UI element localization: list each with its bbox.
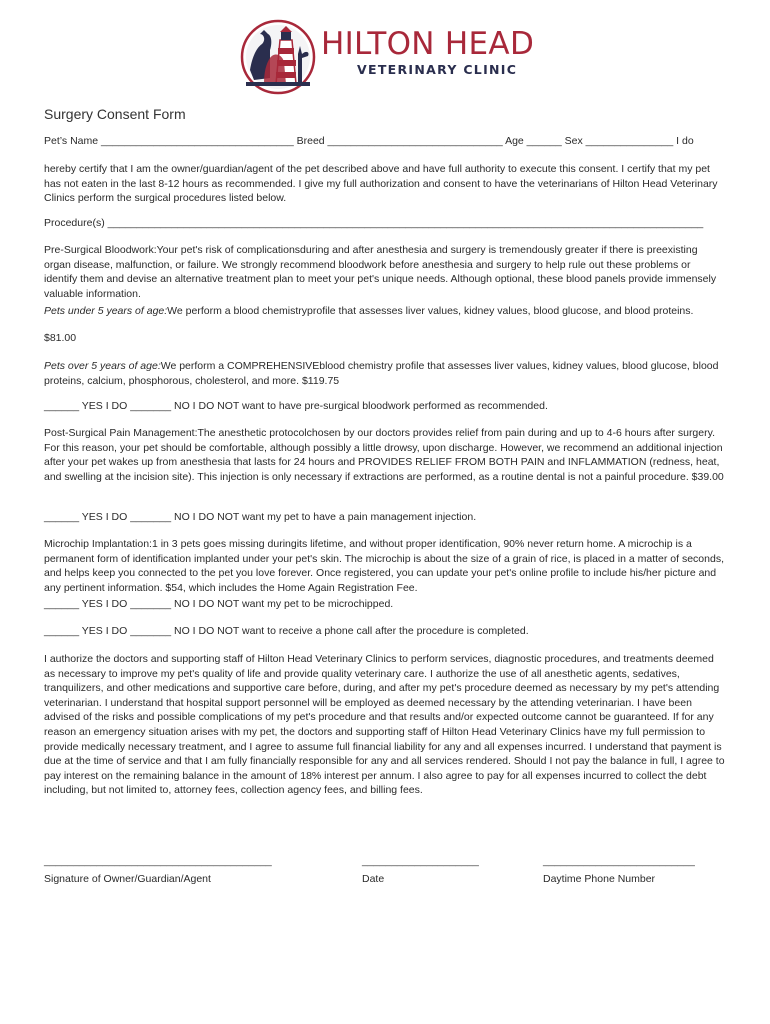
phone-call-choice[interactable]: ______ YES I DO _______ NO I DO NOT want to receive a phone call after the procedure is completed. bbox=[44, 625, 529, 637]
pain-paragraph: Post-Surgical Pain Management:The anesthetic protocolchosen by our doctors provides relief from pain during and up to 4-6 hours after surgery. For this reason, your pet should be comfortable, although possibly a little drowsy, upon discharge. However, we recommend an additional injection after your pet wakes up from anesthesia that lasts for 24 hours and PROVIDES RELIEF FROM BOTH PAIN and INFLAMMATION (redness, heat, and swelling at the incision site). This injection is only necessary if extractions are performed, as a routine dental is not a painful procedure. $39.00 bbox=[44, 427, 724, 483]
microchip-choice[interactable]: ______ YES I DO _______ NO I DO NOT want my pet to be microchipped. bbox=[44, 598, 394, 610]
microchip-paragraph: Microchip Implantation:1 in 3 pets goes missing duringits lifetime, and without proper identification, 90% never return home. A microchip is a permanent form of identification implanted under your pet's skin. The microchip is about the size of a grain of rice, is placed in a matter of seconds, and helps keep you connected to the pet you love forever. Once registered, you can update your pet's online profile to include his/her picture and any pertinent information. $54, which includes the Home Again Registration Fee. bbox=[44, 538, 724, 594]
under5-text: We perform a blood chemistryprofile that assesses liver values, kidney values, blood glucose, and blood proteins. bbox=[167, 305, 694, 317]
date-line[interactable]: ____________________ bbox=[362, 855, 479, 867]
clinic-subtitle: VETERINARY CLINIC bbox=[357, 62, 518, 77]
clinic-logo bbox=[240, 18, 540, 96]
signature-line[interactable]: _______________________________________ bbox=[44, 855, 272, 867]
clinic-name: HILTON HEAD bbox=[321, 26, 535, 62]
form-title: Surgery Consent Form bbox=[44, 106, 186, 122]
authorization-paragraph: I authorize the doctors and supporting staff of Hilton Head Veterinary Clinics to perform services, diagnostic procedures, and treatments deemed as necessary to improve my pet's quality of life and provide quality veterinary care. I authorize the use of all anesthetic agents, sedatives, tranquilizers, and other medications and supportive care before, during, and after my pet's procedure deemed as necessary by my pet's attending veterinarian. I understand that hospital support personnel will be employed as deemed necessary by the attending veterinarian. I have been advised of the risks and possible complications of my pet's procedure and that results and/or expected outcome cannot be guaranteed. If for any reason an emergency situation arises with my pet, the doctors and supporting staff of Hilton Head Veterinary Clinics have my full permission to provide medically necessary treatment, and I agree to assume full financial liability for any and all expenses incurred. I understand that payment is due at the time of service and that I am fully financially responsible for any and all services rendered. Should I not pay the balance in full, I agree to pay interest on the remaining balance in the amount of 18% interest per annum. I also agree to pay for all expenses incurred to collect the debt including, but not limited to, attorney fees, collection agency fees, and billing fees. bbox=[44, 653, 725, 797]
lighthouse-pets-icon bbox=[240, 18, 316, 96]
over5-paragraph bbox=[44, 359, 726, 388]
pet-info-line: Pet’s Name _________________________________ Breed ______________________________ Age ______ Sex _______________ I do bbox=[44, 135, 694, 147]
phone-label: Daytime Phone Number bbox=[543, 873, 656, 885]
signature-label: Signature of Owner/Guardian/Agent bbox=[44, 873, 211, 885]
under5-price: $81.00 bbox=[44, 332, 77, 344]
procedures-line: Procedure(s) ______________________________________________________________________________________________________ bbox=[44, 217, 704, 229]
pain-choice[interactable]: ______ YES I DO _______ NO I DO NOT want my pet to have a pain management injection. bbox=[44, 511, 477, 523]
presurgical-paragraph: Pre-Surgical Bloodwork:Your pet's risk of complicationsduring and after anesthesia and surgery is tremendously greater if there is preexisting organ disease, malfunction, or failure. We strongly recommend bloodwork before anesthesia and surgery to help rule out these problems or identify them and devise an alternative treatment plan to meet your pet's unique needs. Although optional, these blood panels provide immensely valuable information. bbox=[44, 244, 717, 300]
over5-label: Pets over 5 years of age: bbox=[44, 360, 161, 372]
under5-label: Pets under 5 years of age: bbox=[44, 305, 168, 317]
date-label: Date bbox=[362, 873, 385, 885]
certify-paragraph: hereby certify that I am the owner/guardian/agent of the pet described above and have full authority to execute this consent. I certify that my pet has not eaten in the last 8-12 hours as recommended. I give my full authorization and consent to have the veterinarians of Hilton Head Veterinary Clinics perform the surgical procedures listed below. bbox=[44, 163, 718, 205]
over5-text: We perform a COMPREHENSIVEblood chemistry profile that assesses liver values, kidney values, blood glucose, blood proteins, calcium, phosphorous, cholesterol, and more. $119.75 bbox=[44, 360, 719, 387]
under5-line bbox=[44, 304, 726, 319]
phone-line[interactable]: __________________________ bbox=[543, 855, 695, 867]
bloodwork-choice[interactable]: ______ YES I DO _______ NO I DO NOT want to have pre-surgical bloodwork performed as recommended. bbox=[44, 400, 548, 412]
